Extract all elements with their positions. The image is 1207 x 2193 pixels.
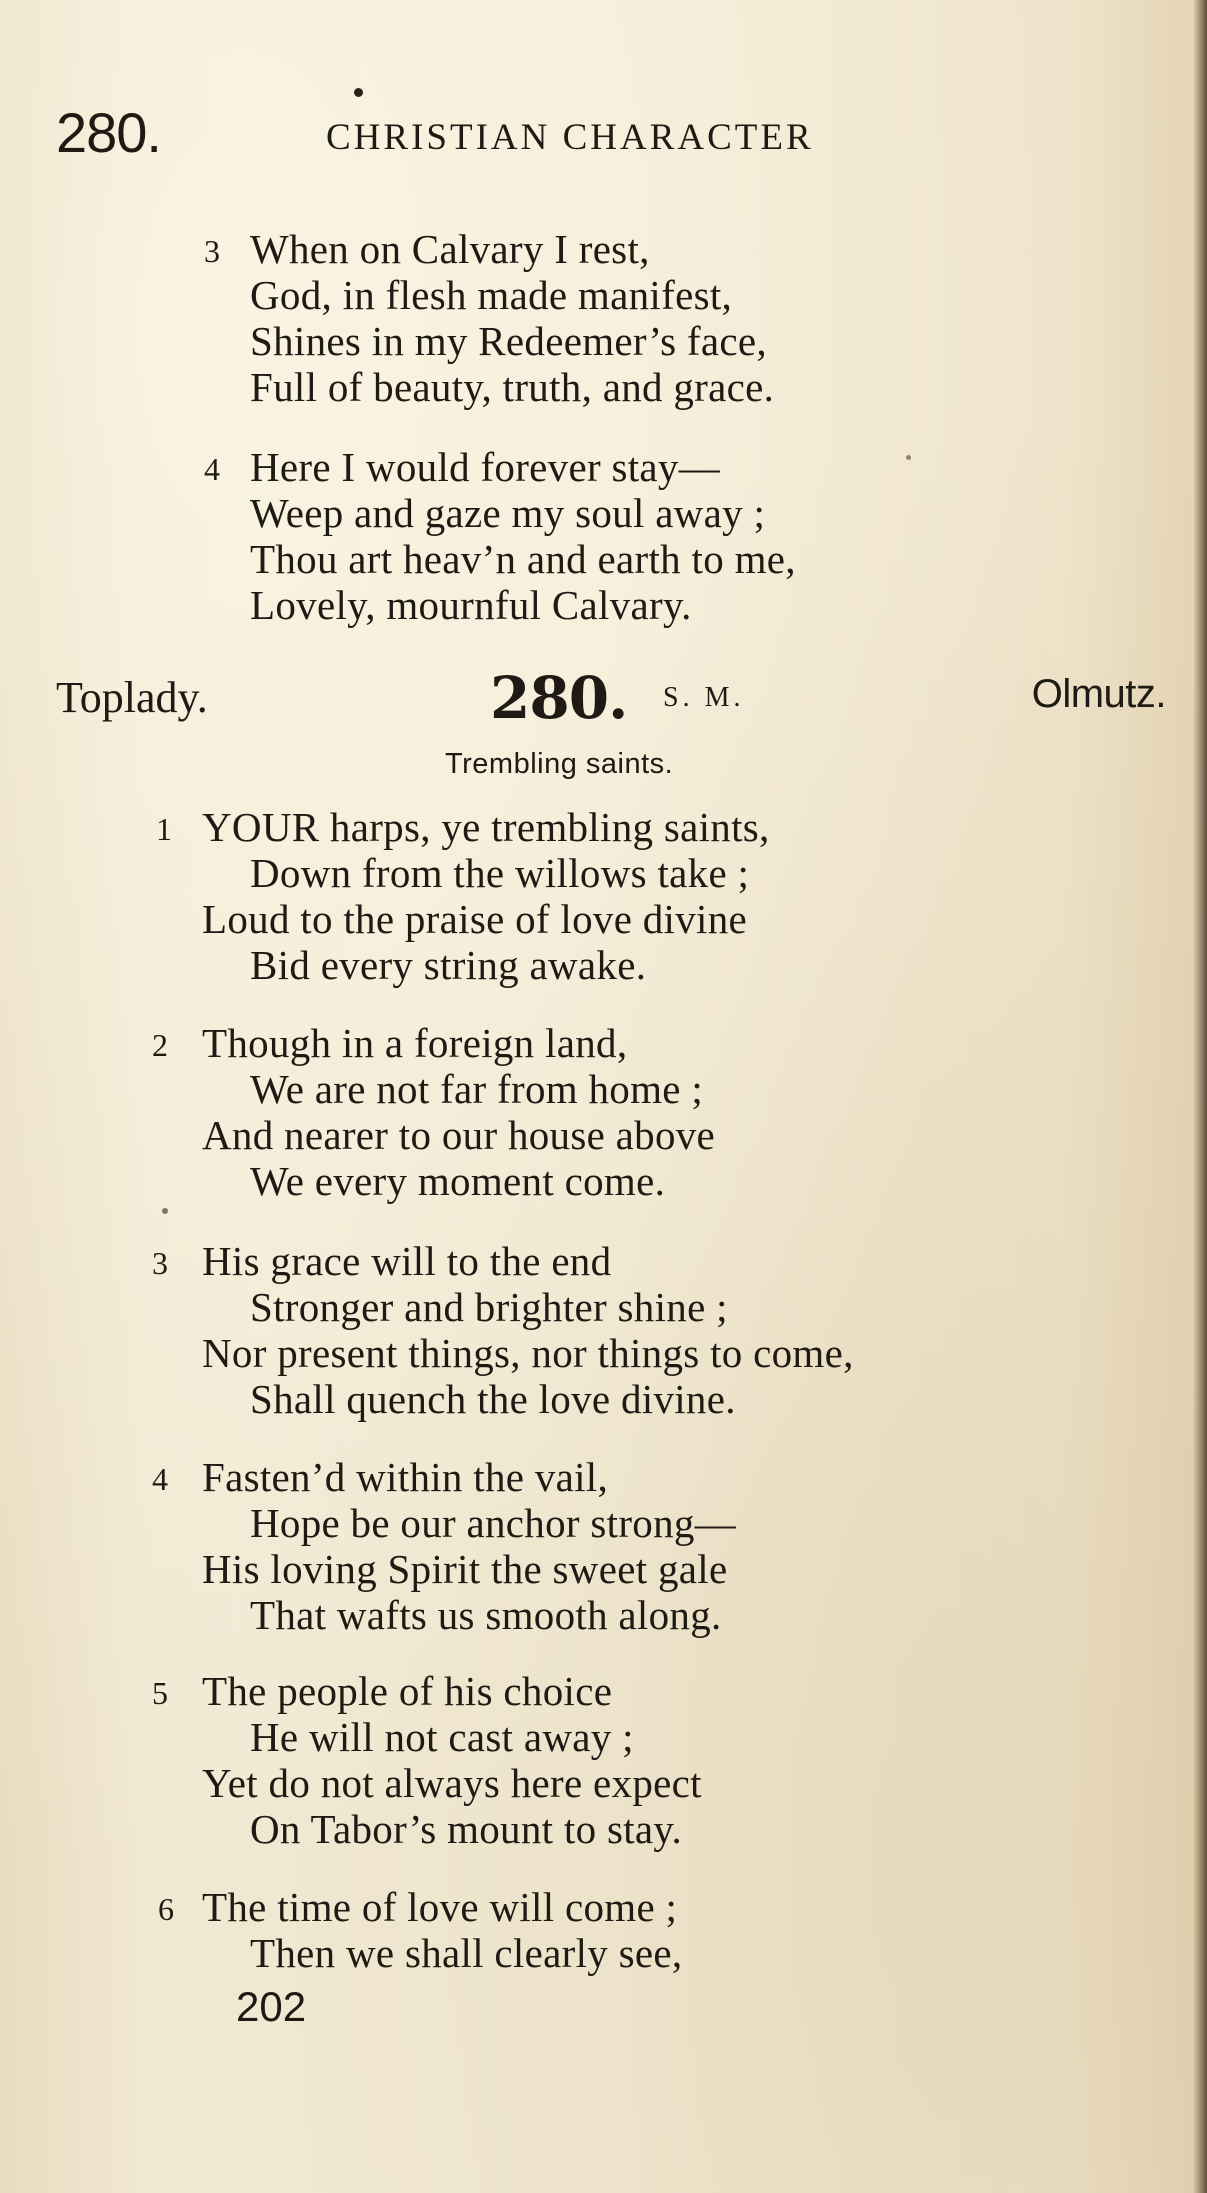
verse-line: Then we shall clearly see, (250, 1930, 683, 1976)
verse-line: Full of beauty, truth, and grace. (250, 364, 775, 410)
verse-line: We are not far from home ; (250, 1066, 704, 1112)
verse-line: We every moment come. (250, 1158, 666, 1204)
verse-line: Thou art heav’n and earth to me, (250, 536, 796, 582)
stanza (150, 804, 770, 988)
page-header (56, 100, 1156, 170)
verse-line: Nor present things, nor things to come, (202, 1330, 854, 1376)
running-head: CHRISTIAN CHARACTER (326, 117, 814, 158)
stanza (150, 1668, 702, 1852)
verse-line: Down from the willows take ; (250, 850, 750, 896)
verse-line: Yet do not always here expect (202, 1760, 702, 1806)
verse-line: Loud to the praise of love divine (202, 896, 748, 942)
verse-line: Bid every string awake. (250, 942, 647, 988)
hymn-number: 280. (490, 664, 628, 732)
verse-line: Stronger and brighter shine ; (250, 1284, 728, 1330)
verse-line: His loving Spirit the sweet gale (202, 1546, 728, 1592)
stanza (200, 444, 796, 628)
stanza (150, 1020, 715, 1204)
stanza (150, 1238, 854, 1422)
stanza-number: 3 (152, 1245, 169, 1281)
verse-line: The people of his choice (202, 1668, 613, 1714)
page-edge-shadow (1193, 0, 1207, 2193)
verse-line: Here I would forever stay— (250, 444, 721, 490)
verse-line: His grace will to the end (202, 1238, 612, 1284)
verse-line: God, in flesh made manifest, (250, 272, 733, 318)
hymn-tune: Olmutz. (1031, 672, 1166, 716)
verse-line: Lovely, mournful Calvary. (250, 582, 692, 628)
verse-line: Shines in my Redeemer’s face, (250, 318, 767, 364)
hymn-subtitle: Trembling saints. (445, 748, 674, 780)
verse-line: YOUR harps, ye trembling saints, (202, 804, 770, 850)
verse-line: The time of love will come ; (202, 1884, 678, 1930)
verse-line: Though in a foreign land, (202, 1020, 628, 1066)
ink-speck (162, 1208, 168, 1214)
page-number: 280. (56, 101, 161, 164)
stanza-number: 1 (156, 811, 173, 847)
hymn-author: Toplady. (56, 673, 208, 722)
verse-line: Weep and gaze my soul away ; (250, 490, 766, 536)
stanza (150, 1884, 682, 1976)
hymn-meter: S. M. (663, 682, 745, 713)
verse-line: And nearer to our house above (202, 1112, 716, 1158)
stanza-number: 4 (204, 451, 221, 487)
verse-line: When on Calvary I rest, (250, 226, 650, 272)
stanza (150, 1454, 736, 1638)
stanza-number: 2 (152, 1027, 169, 1063)
ink-speck (354, 88, 363, 97)
stanza-number: 4 (152, 1461, 169, 1497)
stanza (200, 226, 774, 410)
stanza-number: 5 (152, 1675, 169, 1711)
verse-line: That wafts us smooth along. (250, 1592, 722, 1638)
folio-number: 202 (236, 1983, 307, 2030)
stanza-number: 6 (158, 1891, 175, 1927)
verse-line: On Tabor’s mount to stay. (250, 1806, 683, 1852)
verse-line: Shall quench the love divine. (250, 1376, 736, 1422)
verse-line: He will not cast away ; (250, 1714, 634, 1760)
ink-speck (906, 455, 911, 460)
verse-line: Fasten’d within the vail, (202, 1454, 609, 1500)
hymn-heading (56, 664, 1166, 736)
stanza-number: 3 (204, 233, 221, 269)
verse-line: Hope be our anchor strong— (250, 1500, 737, 1546)
